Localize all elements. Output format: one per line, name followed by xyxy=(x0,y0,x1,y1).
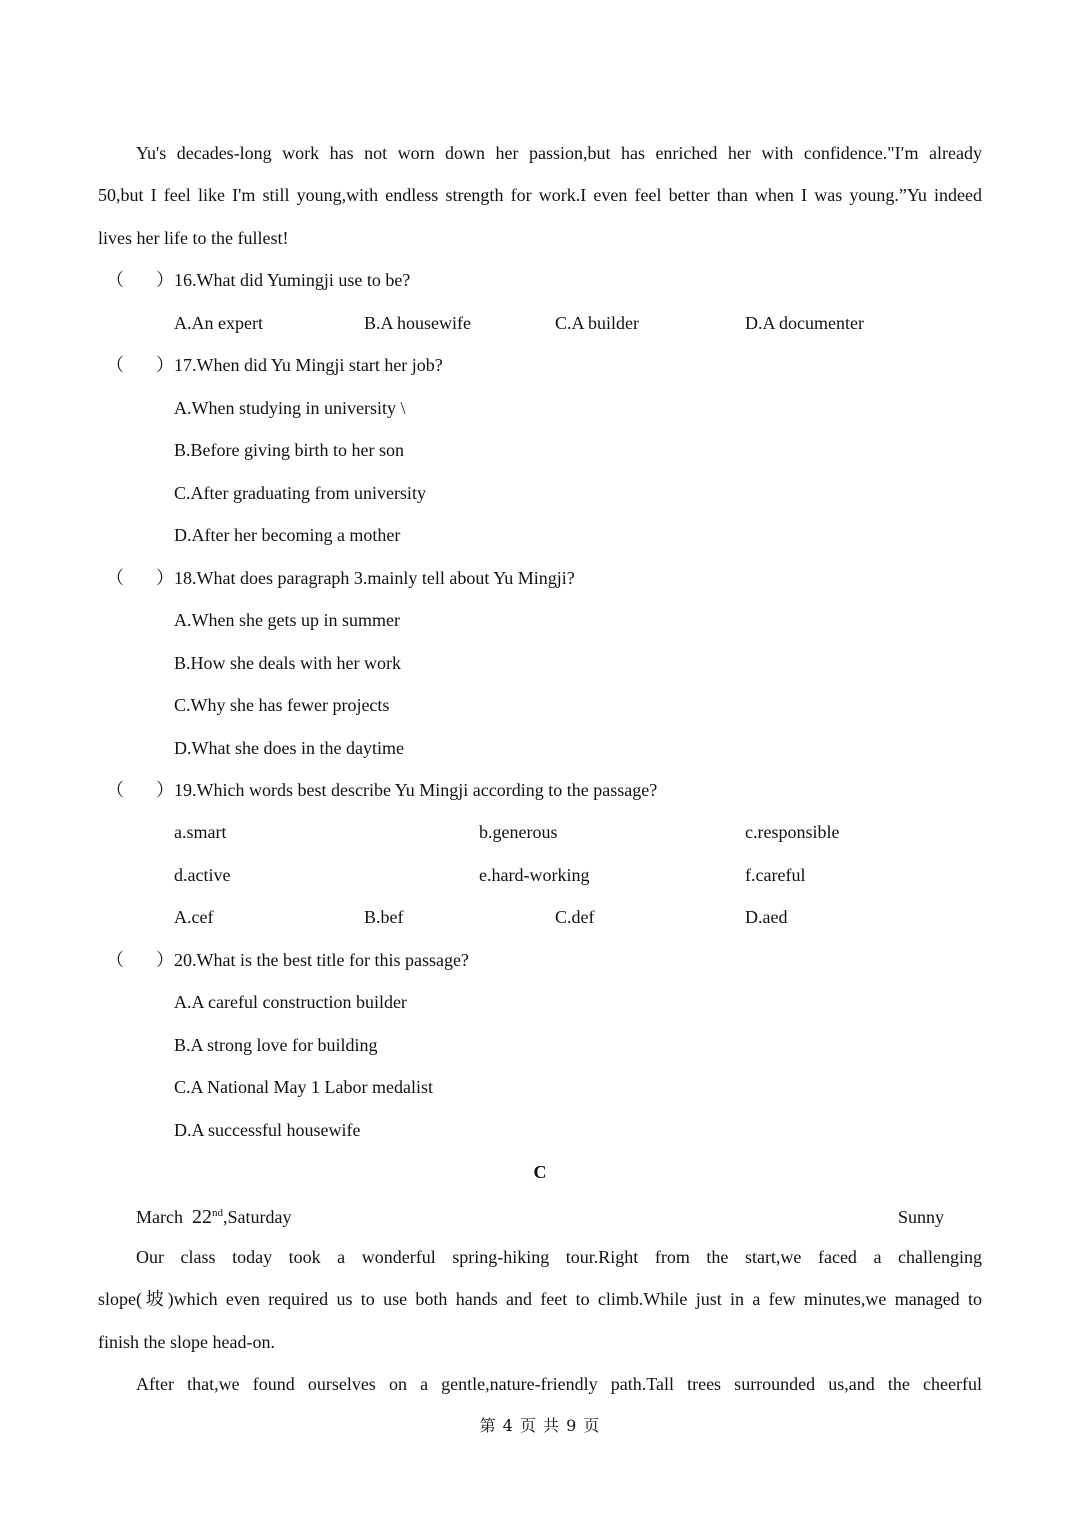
q16-option-a: A.An expert xyxy=(174,313,263,333)
q18-paren-close: ） xyxy=(156,568,174,588)
q19-word-c: c.responsible xyxy=(745,822,840,842)
q17-paren-open: （ xyxy=(106,355,124,375)
page-number: 第 4 页 共 9 页 xyxy=(479,1416,601,1435)
q17-stem: 17.When did Yu Mingji start her job? xyxy=(174,355,443,375)
q19-paren-open: （ xyxy=(106,780,124,800)
q17-paren-close: ） xyxy=(156,355,174,375)
q19-word-f: f.careful xyxy=(745,865,806,885)
diary-month: March xyxy=(136,1207,183,1227)
diary-day: 22 xyxy=(191,1206,212,1228)
diary-date xyxy=(136,1205,291,1229)
q17-option-a: A.When studying in university \ xyxy=(174,398,406,418)
q16-option-b: B.A housewife xyxy=(364,313,471,333)
q19-word-b: b.generous xyxy=(479,822,558,842)
passage-b-line-2: 50,but I feel like I'm still young,with endless strength for work.I even feel better than when I was young.”Yu indeed xyxy=(98,185,982,205)
q19-word-a: a.smart xyxy=(174,822,227,842)
q20-paren-open: （ xyxy=(106,950,124,970)
q18-paren-open: （ xyxy=(106,568,124,588)
q18-option-a: A.When she gets up in summer xyxy=(174,610,400,630)
q19-option-a: A.cef xyxy=(174,907,214,927)
q19-option-d: D.aed xyxy=(745,907,788,927)
q16-stem: 16.What did Yumingji use to be? xyxy=(174,270,411,290)
q16-paren-close: ） xyxy=(156,270,174,290)
passage-c-p1-line-3: finish the slope head-on. xyxy=(98,1332,275,1352)
q19-option-b: B.bef xyxy=(364,907,404,927)
passage-c-p1-line-1: Our class today took a wonderful spring-hiking tour.Right from the start,we faced a challenging xyxy=(136,1247,982,1267)
diary-day-suffix: nd xyxy=(211,1207,223,1219)
q20-paren-close: ） xyxy=(156,950,174,970)
q19-paren-close: ） xyxy=(156,780,174,800)
q19-stem: 19.Which words best describe Yu Mingji according to the passage? xyxy=(174,780,658,800)
diary-weather: Sunny xyxy=(898,1207,945,1227)
q18-option-b: B.How she deals with her work xyxy=(174,653,401,673)
q19-answer-blank[interactable] xyxy=(106,778,174,802)
passage-c-p2-line-1: After that,we found ourselves on a gentle,nature-friendly path.Tall trees surrounded us,and the cheerful xyxy=(136,1374,982,1394)
q20-answer-blank[interactable] xyxy=(106,948,174,972)
q20-option-b: B.A strong love for building xyxy=(174,1035,378,1055)
q19-word-d: d.active xyxy=(174,865,231,885)
q17-option-b: B.Before giving birth to her son xyxy=(174,440,404,460)
diary-weekday: ,Saturday xyxy=(222,1207,292,1227)
q20-option-d: D.A successful housewife xyxy=(174,1120,361,1140)
section-heading-c: C xyxy=(533,1162,547,1182)
q16-option-c: C.A builder xyxy=(555,313,639,333)
q17-answer-blank[interactable] xyxy=(106,353,174,377)
passage-b-line-1: Yu's decades-long work has not worn down her passion,but has enriched her with confidence."I′m already xyxy=(136,143,982,163)
q16-paren-open: （ xyxy=(106,270,124,290)
q17-option-c: C.After graduating from university xyxy=(174,483,426,503)
q20-option-c: C.A National May 1 Labor medalist xyxy=(174,1077,433,1097)
q20-option-a: A.A careful construction builder xyxy=(174,992,407,1012)
q19-option-c: C.def xyxy=(555,907,595,927)
q16-answer-blank[interactable] xyxy=(106,268,174,292)
q18-stem: 18.What does paragraph 3.mainly tell about Yu Mingji? xyxy=(174,568,575,588)
passage-c-p1-line-2: slope(坡)which even required us to use both hands and feet to climb.While just in a few minutes,we managed to xyxy=(98,1289,982,1309)
q17-option-d: D.After her becoming a mother xyxy=(174,525,401,545)
q20-stem: 20.What is the best title for this passage? xyxy=(174,950,469,970)
q16-option-d: D.A documenter xyxy=(745,313,864,333)
passage-b-line-3: lives her life to the fullest! xyxy=(98,228,289,248)
q18-answer-blank[interactable] xyxy=(106,566,174,590)
q19-word-e: e.hard-working xyxy=(479,865,590,885)
q18-option-d: D.What she does in the daytime xyxy=(174,738,404,758)
q18-option-c: C.Why she has fewer projects xyxy=(174,695,390,715)
